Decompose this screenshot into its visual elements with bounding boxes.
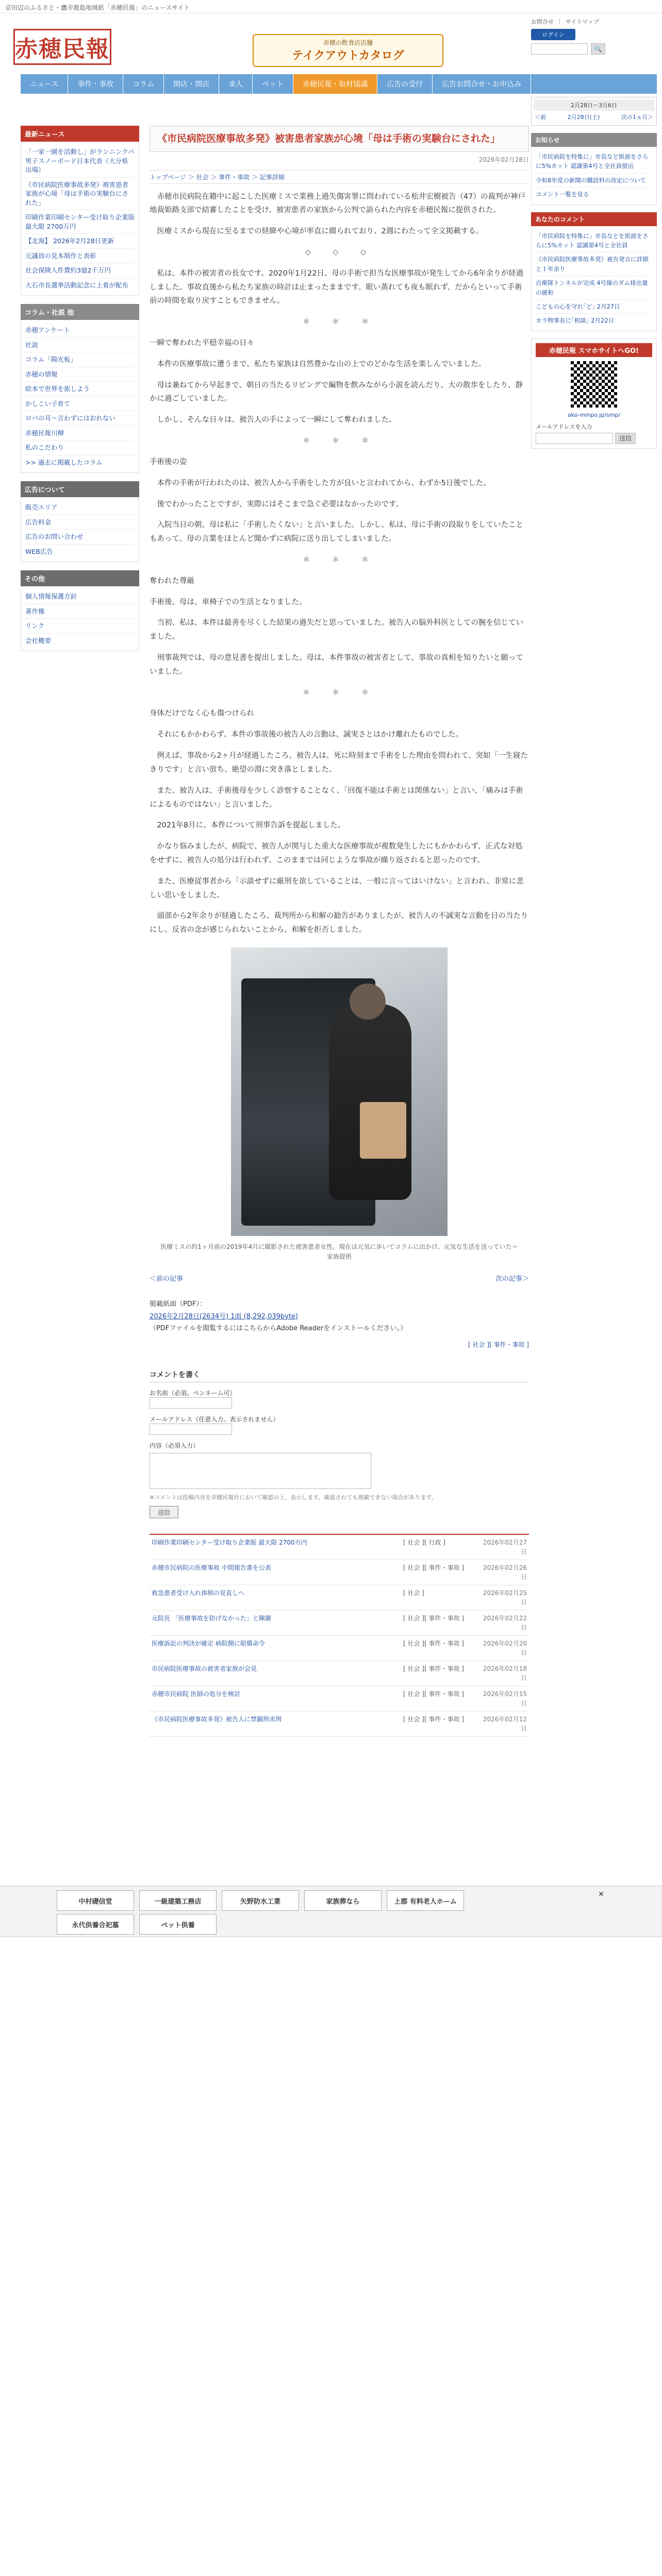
related-date: 2026年02月18日	[483, 1665, 527, 1682]
other-info-title: その他	[21, 570, 139, 586]
right-sidebar	[531, 74, 657, 744]
site-header	[0, 13, 662, 74]
opinion-title: あなたのコメント	[531, 212, 657, 226]
article-paragraph: 入院当日の朝、母は私に「手術したくない」と言いました。しかし、私は、母に手術の段取りをしていたこともあって、母の言葉をほとんど聞かずに病院に送り出してしまいました。	[150, 521, 523, 544]
pdf-label: 掲載紙面（PDF）：	[150, 1300, 206, 1309]
column-item[interactable]: 赤穂民報川柳	[25, 426, 135, 441]
column-item[interactable]: 赤穂の情報	[25, 367, 135, 382]
column-item[interactable]: コラム「陽光板」	[25, 352, 135, 367]
related-date: 2026年02月26日	[483, 1564, 527, 1581]
article-paragraph: 2021年8月に、本件について刑事告訴を提起しました。	[157, 821, 345, 830]
related-date: 2026年02月15日	[483, 1690, 527, 1707]
article-paragraph: 母は兼ねてから早起きで、朝日の当たるリビングで編物を飲みながら小説を読んだり、大の散歩をしたり、静かに過ごしていました。	[150, 381, 523, 403]
related-date: 2026年02月27日	[483, 1539, 527, 1556]
latest-news-item[interactable]: 「一家一園を活動し」がランニンクパ男子スノーボード日本代表（大分県出場）	[25, 145, 135, 178]
latest-news-list	[21, 142, 139, 296]
nav-item[interactable]: ペット	[253, 74, 293, 94]
mobile-site-box	[531, 338, 657, 449]
article-paragraph: 医療ミスから現在に至るまでの経緯や心境が率直に綴られており、2週にわたって全文掲載する。	[157, 227, 484, 236]
pdf-block	[150, 1298, 529, 1334]
column-item[interactable]: 私のこだわり	[25, 440, 135, 455]
close-icon[interactable]: ✕	[598, 1890, 604, 1899]
related-row	[150, 1711, 529, 1737]
article-paragraph: 刑事裁判では、母の意見書を提出しました。母は、本件事故の被害者として、事故の真相を知りたいと願っていました。	[150, 654, 523, 676]
login-button[interactable]: ログイン	[531, 29, 575, 40]
article-pager	[150, 1273, 529, 1283]
opinion-item[interactable]: 「市民病院を特集に」市長などを紙面をさらに5%カット 認識第4号と全社員	[536, 229, 652, 253]
comment-note: ※コメントは投稿内容を赤穂民報社において確認の上、表示します。確認されても掲載できない場合があります。	[150, 1494, 437, 1501]
related-category[interactable]: [ 社会 ][ 事件・事故 ]	[403, 1690, 464, 1698]
pdf-link[interactable]: 2026年2月28日(2634号) 1面 (8,292,039byte)	[150, 1312, 299, 1320]
comment-email-input[interactable]	[150, 1423, 232, 1435]
other-info-list	[21, 586, 139, 651]
ad-info-item[interactable]: 広告料金	[25, 515, 135, 530]
related-title-link[interactable]: 市民病院医療事故の被害者家族が会見	[152, 1665, 257, 1673]
other-info-item[interactable]: 著作権	[25, 604, 135, 619]
calendar-title: 2月28日〜3月6日	[534, 99, 654, 111]
article-paragraph: ＊ ＊ ＊	[302, 555, 376, 564]
photo-head-shape	[350, 984, 386, 1020]
ad-banner[interactable]: 永代供養合祀墓	[57, 1914, 134, 1935]
mobile-site-url[interactable]: ako-minpo.jp/smp/	[567, 411, 621, 418]
article-paragraph: また、医療従事者から「示談せずに厳刑を欲していることは、一般に言ってはいけない」と言われ、非常に悲しい思いをしました。	[150, 877, 524, 900]
latest-news-title: 最新ニュース	[21, 126, 139, 142]
ad-banner[interactable]: 家族葬なら	[304, 1890, 382, 1911]
latest-news-item[interactable]: 【北海】 2026年2月28日更新	[25, 234, 135, 249]
related-row	[150, 1661, 529, 1686]
article-paragraph: 身体だけでなく心も傷つけられ	[150, 709, 254, 718]
calendar-date: 2月28日(土)	[567, 114, 600, 121]
article-paragraph: 手術後の姿	[150, 457, 187, 466]
article-paragraph: 手術後、母は、車椅子での生活となりました。	[150, 598, 307, 606]
latest-news-item[interactable]: 印刷作業印刷センター受け取り企業版 最大限 2700万円	[25, 210, 135, 234]
article-body	[150, 190, 529, 938]
column-item[interactable]: 絵本で世界を旅しよう	[25, 382, 135, 397]
other-info-item[interactable]: 個人情報保護方針	[25, 589, 135, 604]
related-row	[150, 1636, 529, 1661]
related-date: 2026年02月20日	[483, 1640, 527, 1657]
article-paragraph: 本件の医療事故に遭うまで、私たち家族は自然豊かな山の上でのどかな生活を楽しんでいました。	[157, 360, 486, 368]
column-title: コラム・社説 他	[21, 304, 139, 320]
related-row	[150, 1686, 529, 1711]
ad-info-list	[21, 497, 139, 562]
ad-banner[interactable]: 矢野防水工業	[222, 1890, 299, 1911]
column-item[interactable]: >> 過去に掲載したコラム	[25, 458, 103, 466]
latest-news-item[interactable]: 大石市長選挙活動記念に上着が配布	[25, 281, 129, 289]
search-input[interactable]	[531, 43, 588, 55]
ad-strip	[0, 1886, 662, 1937]
comment-name-row	[150, 1388, 529, 1397]
article-paragraph: 頭部から2年余りが経過したころ、裁判所から和解の勧告がありましたが、被告人の不誠実な言動を目の当たりにし、反省の念が感じられないことから、和解を拒否しました。	[150, 912, 528, 935]
notice-title: お知らせ	[531, 133, 657, 147]
notice-item[interactable]: 「市民病院を特集に」市長など紙面をさらに5%カット 認識第4号と全社員提出	[536, 150, 652, 174]
related-row	[150, 1535, 529, 1560]
article-paragraph: ＊ ＊ ＊	[302, 688, 376, 697]
article-photo-wrap	[150, 947, 529, 1262]
qr-code-icon	[571, 361, 617, 408]
article-paragraph: しかし、そんな日々は、被告人の手によって一瞬にして奪われました。	[157, 416, 396, 425]
column-item[interactable]: かしこい子育て	[25, 397, 135, 412]
ad-banner[interactable]: 上郡 有料老人ホーム	[387, 1890, 464, 1911]
mobile-site-title: 赤穂民報 スマホサイトへGO!	[536, 343, 652, 357]
notice-list	[531, 147, 657, 205]
comment-body-row	[150, 1441, 529, 1450]
related-title-link[interactable]: 《市民病院医療事故多発》被告人に禁錮刑求刑	[152, 1716, 282, 1723]
article-paragraph: 本件の手術が行われたのは、被告人から手術をした方が良いと言われてから、わずか5日後でした。	[157, 479, 491, 487]
comment-body-label: 内容（必須入力）	[150, 1442, 200, 1449]
related-title-link[interactable]: 元院長 「医療事故を防げなかった」と陳謝	[152, 1615, 271, 1622]
article-photo[interactable]	[231, 947, 448, 1236]
related-title-link[interactable]: 赤穂市民病院 医師の処分を検討	[152, 1690, 240, 1698]
article-paragraph: 私は、本件の被害者の長女です。2020年1月22日、母の手術で担当な医療事故が発生してから6年余りが経過しました。事故直後から私たち家族の時計は止まったままです。眠い蒸れても夜も眠れず、だからといって手術前の時間を取り戻すこともできません。	[150, 269, 524, 306]
nav-item[interactable]: ニュース	[21, 74, 68, 94]
article-paragraph: 一瞬で奪われた平穏幸福の日々	[150, 339, 254, 347]
related-row	[150, 1611, 529, 1636]
other-info-item[interactable]: リンク	[25, 619, 135, 634]
article-category[interactable]: [ 社会 ][ 事件・事故 ]	[468, 1341, 529, 1348]
article-paragraph: 例えば、事故から2ヶ月が経過したころ、被告人は、死に時刻まで手術をした理由を問われて、突如「一生寝たきりです」と言い放ち、絶望の淵に突き落としました。	[150, 752, 528, 774]
article-paragraph: 当初、私は、本件は最善を尽くした結果の過失だと思っていました。被告人の脳外科医としての腕を信じていました。	[150, 619, 523, 641]
related-date: 2026年02月22日	[483, 1615, 527, 1632]
related-category[interactable]: [ 社会 ][ 事件・事故 ]	[403, 1665, 464, 1673]
comment-title: コメントを書く	[150, 1369, 529, 1382]
latest-news-item[interactable]: 《市民病院医療事故多発》被害患者家族が心境「母は手術の実験台にされた」	[25, 178, 135, 211]
breadcrumb[interactable]: トップページ ＞ 社会 ＞ 事件・事故 ＞ 記事詳細	[150, 170, 529, 184]
column-item[interactable]: 赤穂アンケート	[25, 323, 135, 338]
ad-info-item[interactable]: 広告のお問い合わせ	[25, 530, 135, 545]
article-paragraph: ＊ ＊ ＊	[302, 318, 376, 327]
related-title-link[interactable]: 救急患者受け入れ体制の見直しへ	[152, 1589, 245, 1597]
related-date: 2026年02月12日	[483, 1716, 527, 1733]
article-paragraph: 後でわかったことですが、実際にはそこまで急ぐ必要はなかったのです。	[157, 500, 403, 509]
nav-item[interactable]: 広告の受付	[377, 74, 433, 94]
nav-item[interactable]: 赤穂民報・取材協議	[293, 74, 377, 94]
article-paragraph: また、被告人は、手術後母を少しく診察することなく、「回復不能は手術とは関係ない」と言い、「痛みは手術によるものではない」と言いました。	[150, 786, 523, 809]
catalog-banner-subtitle: 赤穂の飲食店店舗	[323, 39, 373, 46]
article-paragraph: ＊ ＊ ＊	[302, 437, 376, 446]
comment-email-row	[150, 1415, 529, 1423]
notice-item[interactable]: 令和8年度の新聞の購読料の改定について	[536, 174, 652, 188]
ad-info-item[interactable]: WEB広告	[25, 547, 53, 555]
article-title: 《市民病院医療事故多発》被害患者家族が心境「母は手術の実験台にされた」	[150, 126, 529, 152]
article-date: 2026年02月28日	[478, 156, 529, 163]
article-paragraph: 奪われた尊厳	[150, 577, 194, 585]
opinion-list	[531, 226, 657, 331]
comment-name-input[interactable]	[150, 1397, 232, 1409]
article-main	[150, 126, 529, 2576]
mail-label: メールアドレスを入力	[536, 423, 592, 430]
notice-item[interactable]: コメント一覧を見る	[536, 191, 589, 198]
left-sidebar	[21, 126, 139, 847]
header-tools: お問合せ ｜ サイトマップ ログイン 🔍	[531, 18, 655, 79]
photo-caption: 医療ミスの約1ヶ月前の2019年4月に撮影された被害患者女性。現在は元気に歩いてコラムに出かけ、元気な生活を送っていた＝家族提供	[160, 1243, 518, 1261]
calendar-box	[531, 97, 657, 126]
opinion-item[interactable]: こどもの心を守れ｢ど｣ 2月27日	[536, 300, 652, 314]
contact-link[interactable]: お問合せ	[531, 19, 554, 25]
related-category[interactable]: [ 社会 ][ 事件・事故 ]	[403, 1564, 464, 1572]
article-paragraph: ◇ ◇ ◇	[305, 248, 374, 257]
related-row	[150, 1585, 529, 1611]
nav-item[interactable]: 事件・事故	[68, 74, 123, 94]
ad-banner[interactable]: 中村礎信堂	[57, 1890, 134, 1911]
photo-bag-shape	[360, 1102, 406, 1159]
related-title-link[interactable]: 赤穂市民病院の医療事故 中間報告書を公表	[152, 1564, 271, 1572]
next-article-link[interactable]: 次の記事＞	[495, 1275, 529, 1283]
article-paragraph: それにもかかわらず、本件の事故後の被告人の言動は、誠実さとはかけ離れたものでした。	[157, 731, 463, 739]
comment-body-textarea[interactable]	[150, 1453, 371, 1489]
latest-news-item[interactable]: 社会保険人件費約3億2千万円	[25, 263, 135, 278]
column-item[interactable]: ロバの耳〜言わずにはおれない	[25, 411, 135, 426]
nav-item[interactable]: 広告お問合せ・お申込み	[433, 74, 531, 94]
nav-item[interactable]: 開店・閉店	[164, 74, 219, 94]
related-title-link[interactable]: 印刷作業印刷センター受け取り企業版 最大限 2700万円	[152, 1539, 307, 1547]
comment-name-label: お名前（必須。ペンネーム可）	[150, 1389, 236, 1397]
column-list	[21, 320, 139, 473]
opinion-item[interactable]: 《市民病院医療事故多発》被告発言に詳細と１年余り	[536, 252, 652, 276]
ad-banner[interactable]: ペット供養	[139, 1914, 217, 1935]
related-articles	[150, 1534, 529, 1737]
opinion-item[interactable]: カラ物事長に｢相談｣ 2月22日	[536, 317, 615, 325]
related-date: 2026年02月25日	[483, 1589, 527, 1606]
comment-email-label: メールアドレス（任意入力。表示されません）	[150, 1415, 279, 1423]
nav-item[interactable]: コラム	[123, 74, 164, 94]
opinion-item[interactable]: 自衛隊トンネルが完成 4号線のダム排出量の緩和	[536, 276, 652, 300]
ad-info-title: 広告について	[21, 481, 139, 497]
column-item[interactable]: 社説	[25, 338, 135, 353]
related-category[interactable]: [ 社会 ][ 事件・事故 ]	[403, 1716, 464, 1723]
mail-input[interactable]	[536, 433, 613, 444]
related-category[interactable]: [ 社会 ][ 事件・事故 ]	[403, 1640, 464, 1648]
related-category[interactable]: [ 社会 ]	[403, 1589, 424, 1597]
related-row	[150, 1560, 529, 1585]
related-title-link[interactable]: 医療訴訟の判決が確定 病院側に賠償命令	[152, 1640, 265, 1648]
search-icon[interactable]: 🔍	[591, 43, 605, 55]
sitemap-link[interactable]: サイトマップ	[566, 19, 599, 25]
catalog-banner-title: テイクアウトカタログ	[292, 49, 404, 62]
mail-send-button[interactable]: 送信	[615, 433, 636, 444]
ad-banner[interactable]: 一級建築工務店	[139, 1890, 217, 1911]
site-logo[interactable]: 赤穂民報	[13, 29, 111, 65]
related-category[interactable]: [ 社会 ][ 行政 ]	[403, 1539, 445, 1547]
prev-article-link[interactable]: ＜前の記事	[150, 1275, 184, 1283]
other-info-item[interactable]: 会社概要	[25, 636, 52, 645]
calendar-prev-link[interactable]: ＜前	[535, 114, 546, 121]
takeout-catalog-banner[interactable]	[253, 34, 443, 67]
article-paragraph: かなり悩みましたが、病院で、被告人が関与した重大な医療事故が複数発生したにもかかわらず、正式な対処をせずに、被告人の処分は行われず、このままでは同じような事故が繰り返されると思ったのです。	[150, 842, 523, 865]
comment-submit-button[interactable]: 送信	[150, 1506, 178, 1518]
article-paragraph: 赤穂市民病院在籍中に起こした医療ミスで業務上過失傷害罪に問われている松井宏樹被告（47）の裁判が神戸地裁姫路支部で結審したことを受け、被害患者の家族から公判で語られた内容を赤穂民報に提供された。	[150, 192, 525, 215]
related-category[interactable]: [ 社会 ][ 事件・事故 ]	[403, 1615, 464, 1622]
site-tagline: 京田辺のふるさと・鷹市鹿島地域紙「赤穂民報」のニュースサイト	[0, 0, 662, 13]
nav-item[interactable]: 求人	[219, 74, 253, 94]
latest-news-item[interactable]: 元議員の見本制作と表彰	[25, 249, 135, 264]
ad-info-item[interactable]: 販売エリア	[25, 500, 135, 515]
pdf-note: （PDFファイルを閲覧するにはこちらからAdobe Readerをインストールください。）	[150, 1325, 407, 1333]
calendar-next-link[interactable]: 次の1ヵ月＞	[621, 114, 653, 121]
